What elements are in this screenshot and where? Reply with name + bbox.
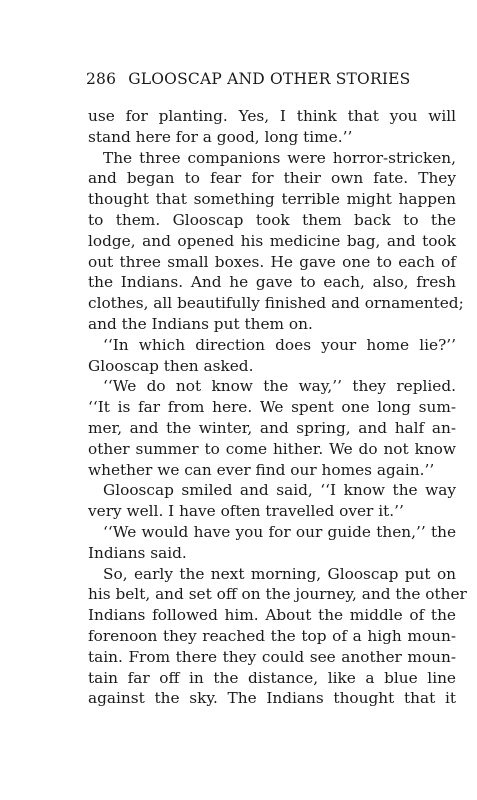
text-line: to them. Glooscap took them back to the [88, 210, 456, 229]
running-header [86, 70, 466, 88]
text-line: ‘‘We would have you for our guide then,’’ the [103, 522, 456, 541]
text-line: the Indians. And he gave to each, also, fresh [88, 273, 456, 292]
text-line: against the sky. The Indians thought that it [88, 689, 456, 708]
text-line: tain far off in the distance, like a blue line [88, 668, 456, 687]
text-line: out three small boxes. He gave one to each of [88, 252, 456, 271]
text-line: mer, and the winter, and spring, and half an- [88, 418, 456, 437]
text-line: and the Indians put them on. [88, 314, 313, 333]
text-line: lodge, and opened his medicine bag, and took [88, 231, 456, 250]
text-line: Indians said. [88, 543, 187, 562]
body-text [88, 106, 467, 709]
text-line: ‘‘In which direction does your home lie?’’ [103, 335, 456, 354]
text-line: other summer to come hither. We do not know [88, 439, 456, 458]
text-line: tain. From there they could see another moun- [88, 647, 456, 666]
text-line: stand here for a good, long time.’’ [88, 127, 353, 146]
page-number: 286 [86, 70, 117, 88]
text-line: whether we can ever find our homes again.’’ [88, 460, 435, 479]
text-line: use for planting. Yes, I think that you will [88, 107, 456, 125]
running-title: GLOOSCAP AND OTHER STORIES [128, 70, 411, 88]
text-line: ‘‘We do not know the way,’’ they replied. [103, 377, 456, 396]
text-line: thought that something terrible might happen [88, 190, 456, 209]
text-line: very well. I have often travelled over it.’’ [88, 502, 404, 521]
text-line: and began to fear for their own fate. They [88, 169, 456, 188]
text-line: clothes, all beautifully finished and ornamented; [88, 294, 464, 313]
text-line: forenoon they reached the top of a high moun- [88, 626, 456, 645]
text-line: Glooscap smiled and said, ‘‘I know the way [103, 481, 456, 500]
text-line: ‘‘It is far from here. We spent one long sum- [88, 398, 456, 417]
text-line: So, early the next morning, Glooscap put on [103, 564, 456, 583]
text-line: Indians followed him. About the middle of the [88, 606, 456, 625]
text-line: The three companions were horror-stricken, [103, 148, 456, 167]
text-line: Glooscap then asked. [88, 356, 254, 375]
text-line: his belt, and set off on the journey, and the other [88, 585, 467, 604]
